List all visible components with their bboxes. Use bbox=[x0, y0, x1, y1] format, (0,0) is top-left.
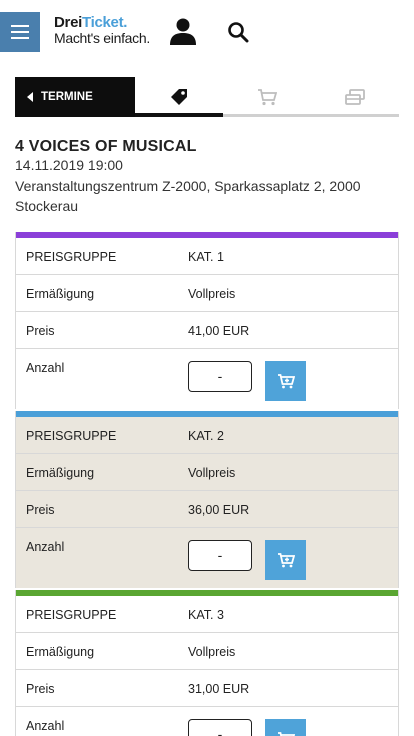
price-group-1 bbox=[15, 232, 399, 409]
quantity-label: Anzahl bbox=[26, 719, 65, 733]
row-pricegroup bbox=[16, 596, 398, 633]
pricegroup-label: PREISGRUPPE bbox=[26, 608, 117, 622]
discount-label: Ermäßigung bbox=[26, 466, 95, 480]
checkout-steps bbox=[15, 77, 399, 117]
shopping-cart-icon bbox=[257, 88, 277, 106]
add-to-cart-icon bbox=[277, 552, 295, 568]
row-discount bbox=[16, 454, 398, 491]
row-quantity bbox=[16, 528, 398, 588]
discount-label: Ermäßigung bbox=[26, 645, 95, 659]
quantity-select[interactable]: - bbox=[188, 540, 252, 571]
pricegroup-value: KAT. 1 bbox=[188, 250, 224, 264]
row-price bbox=[16, 491, 398, 528]
back-label: TERMINE bbox=[41, 91, 93, 103]
discount-label: Ermäßigung bbox=[26, 287, 95, 301]
price-group-3 bbox=[15, 590, 399, 736]
discount-value: Vollpreis bbox=[188, 287, 236, 301]
price-value: 41,00 EUR bbox=[188, 324, 250, 338]
price-value: 31,00 EUR bbox=[188, 682, 250, 696]
hamburger-icon bbox=[11, 25, 29, 39]
quantity-select[interactable]: - bbox=[188, 719, 252, 736]
user-icon[interactable] bbox=[169, 17, 197, 45]
quantity-select[interactable]: - bbox=[188, 361, 252, 392]
search-icon[interactable] bbox=[227, 21, 249, 43]
row-quantity bbox=[16, 349, 398, 409]
add-to-cart-button[interactable] bbox=[265, 719, 306, 736]
row-discount bbox=[16, 275, 398, 312]
row-price bbox=[16, 670, 398, 707]
price-label: Preis bbox=[26, 682, 55, 696]
arrow-left-icon bbox=[27, 92, 33, 102]
quantity-label: Anzahl bbox=[26, 361, 65, 375]
logo-tagline: Macht's einfach. bbox=[54, 30, 150, 46]
row-pricegroup bbox=[16, 417, 398, 454]
row-pricegroup bbox=[16, 238, 398, 275]
price-group-2 bbox=[15, 411, 399, 588]
pricegroup-value: KAT. 2 bbox=[188, 429, 224, 443]
discount-value: Vollpreis bbox=[188, 466, 236, 480]
pricegroup-value: KAT. 3 bbox=[188, 608, 224, 622]
price-tag-icon bbox=[169, 87, 189, 107]
tab-payment[interactable] bbox=[311, 77, 399, 117]
event-title: 4 VOICES OF MUSICAL bbox=[15, 138, 197, 155]
row-discount bbox=[16, 633, 398, 670]
event-date: 14.11.2019 19:00 bbox=[15, 157, 123, 173]
pricegroup-label: PREISGRUPPE bbox=[26, 250, 117, 264]
add-to-cart-icon bbox=[277, 373, 295, 389]
add-to-cart-button[interactable] bbox=[265, 361, 306, 401]
quantity-label: Anzahl bbox=[26, 540, 65, 554]
add-to-cart-icon bbox=[277, 731, 295, 736]
logo-text-ticket: Ticket. bbox=[81, 14, 128, 31]
row-quantity bbox=[16, 707, 398, 736]
header bbox=[0, 0, 414, 64]
logo-text-drei: Drei bbox=[54, 14, 82, 31]
row-price bbox=[16, 312, 398, 349]
discount-value: Vollpreis bbox=[188, 645, 236, 659]
logo[interactable] bbox=[54, 15, 150, 45]
menu-button[interactable] bbox=[0, 12, 40, 52]
price-label: Preis bbox=[26, 503, 55, 517]
event-venue: Veranstaltungszentrum Z-2000, Sparkassaplatz 2, 2000 Stockerau bbox=[15, 178, 361, 214]
tab-price[interactable] bbox=[135, 77, 223, 117]
price-label: Preis bbox=[26, 324, 55, 338]
back-to-dates-button[interactable] bbox=[15, 77, 135, 117]
tab-cart[interactable] bbox=[223, 77, 311, 117]
price-value: 36,00 EUR bbox=[188, 503, 250, 517]
add-to-cart-button[interactable] bbox=[265, 540, 306, 580]
pricegroup-label: PREISGRUPPE bbox=[26, 429, 117, 443]
payment-icon bbox=[345, 89, 365, 105]
